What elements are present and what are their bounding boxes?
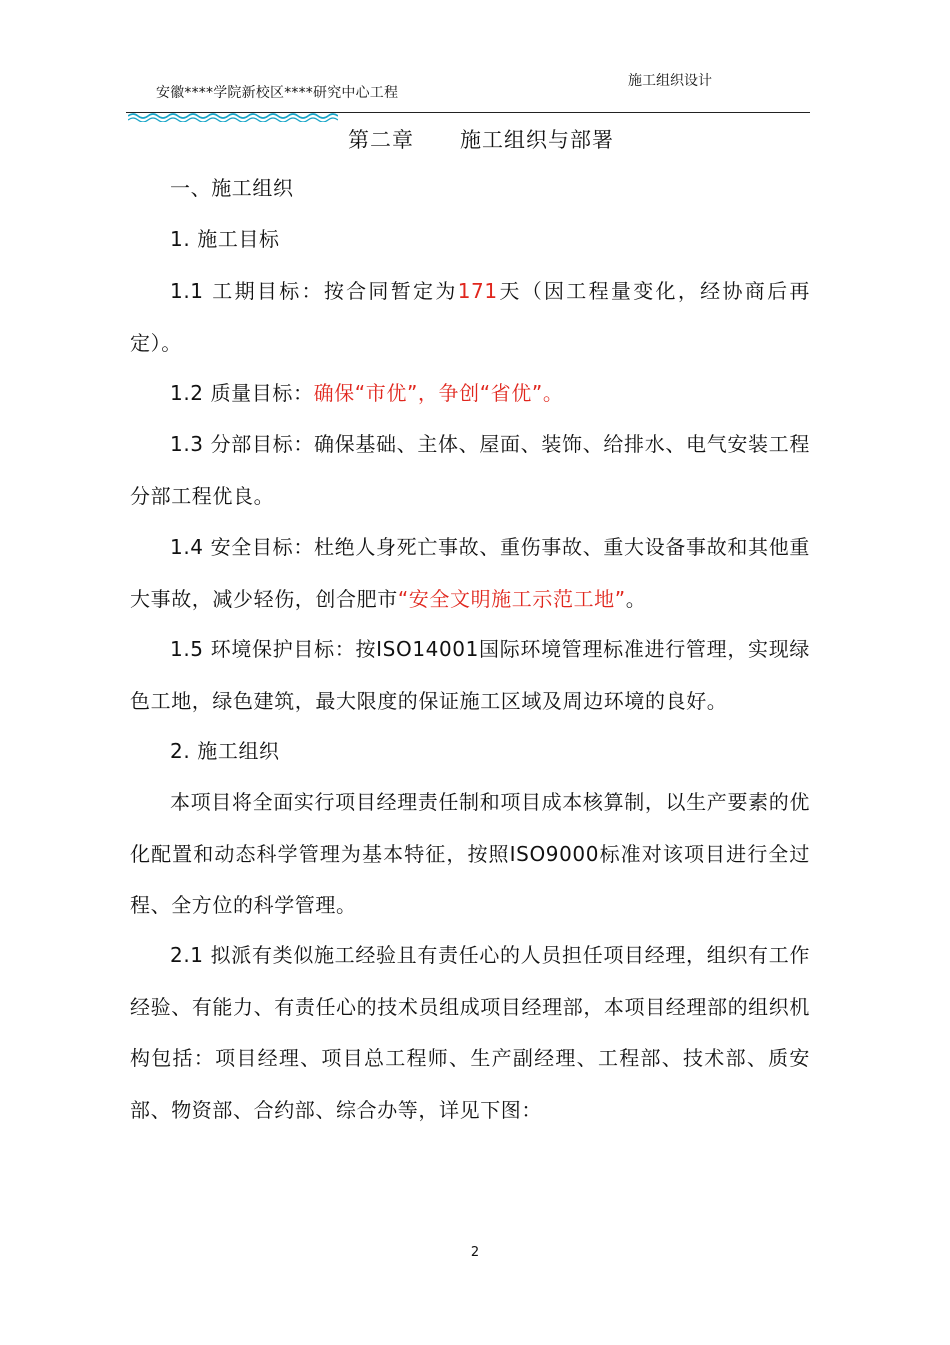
schedule-goal-text-end: 天（因工程量变化，经协商后再定）。: [130, 279, 810, 355]
schedule-goal-text: 1.1 工期目标：按合同暂定为: [170, 279, 458, 303]
paragraph-project-team: 2.1 拟派有类似施工经验且有责任心的人员担任项目经理，组织有工作经验、有能力、有责任心的技术员组成项目经理部，本项目经理部的组织机构包括：项目经理、项目总工程师、生产副经理、工程部、技术部、质安部、物资部、合约部、综合办等，详见下图：: [130, 943, 810, 1122]
quality-goal-label: 1.2 质量目标：: [170, 381, 314, 405]
paragraph-sub-project-goal: 1.3 分部目标：确保基础、主体、屋面、装饰、给排水、电气安装工程分部工程优良。: [130, 432, 810, 508]
paragraph-schedule-goal: [130, 266, 810, 369]
chapter-name: 施工组织与部署: [460, 128, 614, 152]
paragraph-quality-goal: [130, 368, 810, 420]
paragraph-safety-goal: [130, 522, 810, 625]
page-number: 2: [470, 1245, 480, 1260]
paragraph-organization-intro: 本项目将全面实行项目经理责任制和项目成本核算制，以生产要素的优化配置和动态科学管理为基本特征，按照ISO9000标准对该项目进行全过程、全方位的科学管理。: [130, 790, 810, 917]
subheading-goals: 1. 施工目标: [170, 227, 280, 251]
header-doc-type: 施工组织设计: [628, 73, 712, 89]
safety-goal-text: 1.4 安全目标：杜绝人身死亡事故、重伤事故、重大设备事故和其他重大事故，减少轻伤，创合肥市: [130, 535, 810, 611]
chapter-title: [0, 124, 950, 154]
quality-goal-highlight: 确保“市优”，争创“省优”。: [313, 381, 564, 405]
paragraph-environment-goal: 1.5 环境保护目标：按ISO14001国际环境管理标准进行管理，实现绿色工地，绿色建筑，最大限度的保证施工区域及周边环境的良好。: [130, 637, 810, 713]
safety-goal-end: 。: [625, 586, 647, 611]
section-heading: 一、施工组织: [170, 176, 294, 200]
header-wave-decoration: [128, 112, 338, 122]
chapter-number: 第二章: [348, 128, 414, 152]
subheading-organization: 2. 施工组织: [170, 739, 280, 763]
safety-goal-highlight: “安全文明施工示范工地”: [397, 586, 626, 611]
schedule-days: 171: [457, 279, 498, 303]
header-project-name: 安徽****学院新校区****研究中心工程: [156, 85, 399, 101]
